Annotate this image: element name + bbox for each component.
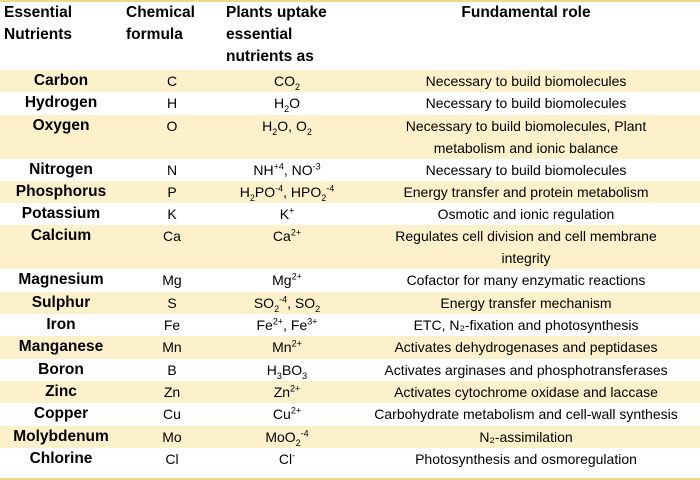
nutrient-name: Copper [33,405,89,423]
uptake-segment: -4 [275,183,284,194]
header-col1-line1: Essential [4,4,73,21]
uptake-segment: -3 [312,160,321,171]
fundamental-role [352,70,700,92]
chemical-formula: Mn [122,336,222,358]
role-line: Carbohydrate metabolism and cell-wall synthesis [374,406,678,423]
uptake-segment: 2+ [290,227,302,238]
nutrient-name: Sulphur [0,292,122,314]
uptake-segment: 3 [302,370,308,381]
role-line: Cofactor for many enzymatic reactions [406,272,646,289]
chemical-formula: B [167,361,177,378]
nutrient-name: Phosphorus [0,181,122,203]
role-line: N₂-assimilation [479,428,573,445]
uptake-segment: CO [273,73,295,89]
uptake-form [222,181,352,203]
uptake-segment: 2+ [290,405,302,416]
nutrient-name: Magnesium [18,271,104,289]
nutrient-name: Nitrogen [29,160,93,178]
role-line: Necessary to build biomolecules [425,95,627,112]
table-row [0,225,700,269]
uptake-form [222,292,352,314]
uptake-segment: H [273,95,285,112]
fundamental-role [352,203,700,225]
uptake-segment: 3 [276,370,282,381]
fundamental-role [352,159,700,181]
uptake-form [222,403,352,425]
uptake-segment: - [292,450,296,461]
header-col3-line3: nutrients as [226,48,314,65]
role-line: Activates cytochrome oxidase and laccase [394,383,658,400]
chemical-formula: C [122,70,222,92]
header-col2-line2: formula [126,26,183,43]
uptake-segment: , SO [287,294,316,311]
header-col2-line1: Chemical [126,4,195,21]
chemical-formula: O [122,115,222,159]
uptake-segment: 2 [284,104,290,115]
chemical-formula: Mg [162,272,182,289]
role-line: ETC, N₂-fixation and photosynthesis [413,317,639,334]
uptake-segment: -4 [279,294,288,305]
chemical-formula: K [167,206,177,223]
table-row [0,314,700,336]
uptake-segment: K [279,206,290,223]
uptake-segment: -4 [300,427,309,438]
role-line: Activates arginases and phosphotransferases [384,361,668,378]
table-row [0,70,700,92]
uptake-segment: 2 [249,192,255,203]
nutrient-name: Carbon [0,70,122,92]
table-row [0,448,700,470]
chemical-formula: S [122,292,222,314]
role-line: Energy transfer and protein metabolism [403,183,649,200]
header-col3-line2: essential [226,26,293,43]
chemical-formula: Zn [122,381,222,403]
uptake-segment: , NO [283,161,313,178]
uptake-segment: H [266,361,277,378]
table-row [0,92,700,114]
fundamental-role [352,359,700,381]
table-row [0,159,700,181]
nutrient-name: Potassium [21,205,101,223]
chemical-formula: P [122,181,222,203]
role-line: Activates dehydrogenases and peptidases [394,339,658,356]
fundamental-role [352,225,700,269]
table-row [0,336,700,358]
uptake-segment: 2 [274,303,280,314]
uptake-segment: -4 [326,183,335,194]
uptake-segment: Cu [272,406,291,423]
uptake-segment: Cl [278,450,293,467]
uptake-form [222,269,352,291]
header-fundamental-role: Fundamental role [461,4,591,21]
table-row [0,403,700,425]
uptake-segment: 2 [294,81,300,92]
uptake-segment: 2+ [272,316,284,327]
nutrient-name: Boron [38,360,84,378]
nutrient-name: Molybdenum [0,426,122,448]
uptake-form [222,359,352,381]
role-line: Osmotic and ionic regulation [437,206,615,223]
uptake-segment: H [239,183,250,200]
uptake-form [222,336,352,358]
uptake-segment: Fe [256,317,273,334]
table-row [0,292,700,314]
uptake-segment: 2+ [291,271,302,282]
uptake-segment: H [262,117,273,134]
uptake-segment: 2 [321,192,327,203]
nutrient-name: Zinc [0,381,122,403]
uptake-form [222,92,352,114]
nutrient-name: Chlorine [29,449,93,467]
uptake-form [222,314,352,336]
uptake-segment: O, O [277,117,307,134]
uptake-form [222,115,352,159]
nutrient-name: Hydrogen [24,94,98,112]
uptake-form [222,381,352,403]
fundamental-role [352,314,700,336]
nutrients-table [0,2,700,470]
uptake-segment: MoO [265,428,296,445]
uptake-segment: O [289,95,301,112]
role-line: Necessary to build biomolecules, Plant [405,117,647,134]
fundamental-role [352,336,700,358]
table-row [0,381,700,403]
chemical-formula: Fe [163,317,181,334]
uptake-form [222,70,352,92]
uptake-segment: + [289,205,295,216]
chemical-formula: Cl [165,450,179,467]
chemical-formula: Ca [122,225,222,269]
header-col1-line2: Nutrients [4,26,73,43]
uptake-segment: 3+ [307,316,318,327]
uptake-segment: 2 [306,126,312,137]
role-line: Photosynthesis and osmoregulation [415,450,637,467]
uptake-segment: 2 [295,437,301,448]
uptake-segment: 2+ [290,383,301,394]
chemical-formula: Cu [163,406,181,423]
uptake-form [222,203,352,225]
header-col3-line1: Plants uptake [226,4,327,21]
fundamental-role [352,381,700,403]
fundamental-role [352,92,700,114]
fundamental-role [352,426,700,448]
role-line: Necessary to build biomolecules [425,161,627,178]
fundamental-role [352,269,700,291]
uptake-segment: Ca [272,228,291,245]
table-body [0,70,700,470]
fundamental-role [352,403,700,425]
header-uptake-form [222,2,352,70]
header-essential-nutrients [0,2,122,70]
uptake-segment: PO [254,183,276,200]
uptake-segment: , Fe [283,317,308,334]
table-row [0,359,700,381]
chemical-formula: Mo [122,426,222,448]
uptake-segment: Mg [272,272,292,289]
chemical-formula: N [166,161,178,178]
fundamental-role [352,292,700,314]
uptake-segment: 2 [315,303,321,314]
table-row [0,426,700,448]
uptake-segment: Mn [272,339,292,356]
fundamental-role [352,115,700,159]
nutrient-name: Iron [46,316,76,334]
uptake-segment: SO [253,294,275,311]
table-row [0,115,700,159]
table-row [0,203,700,225]
header-chemical-formula [122,2,222,70]
uptake-segment: BO [281,361,303,378]
uptake-segment: Zn [273,383,291,400]
role-line: integrity [501,250,551,267]
uptake-form [222,225,352,269]
role-line: metabolism and ionic balance [433,139,619,156]
uptake-form [222,426,352,448]
uptake-form [222,159,352,181]
nutrient-name: Manganese [0,336,122,358]
uptake-segment: , HPO [283,183,322,200]
role-line: Necessary to build biomolecules [425,73,627,89]
fundamental-role [352,181,700,203]
role-line: Regulates cell division and cell membrane [395,228,657,245]
uptake-segment: NH [253,161,274,178]
uptake-segment: 2 [272,126,278,137]
uptake-segment: +4 [273,160,284,171]
nutrient-name: Calcium [0,225,122,269]
nutrient-name: Oxygen [0,115,122,159]
uptake-segment: 2+ [291,338,302,349]
header-row [0,2,700,70]
table-row [0,181,700,203]
fundamental-role [352,448,700,470]
uptake-form [222,448,352,470]
table-row [0,269,700,291]
role-line: Energy transfer mechanism [440,294,612,311]
chemical-formula: H [166,95,178,112]
